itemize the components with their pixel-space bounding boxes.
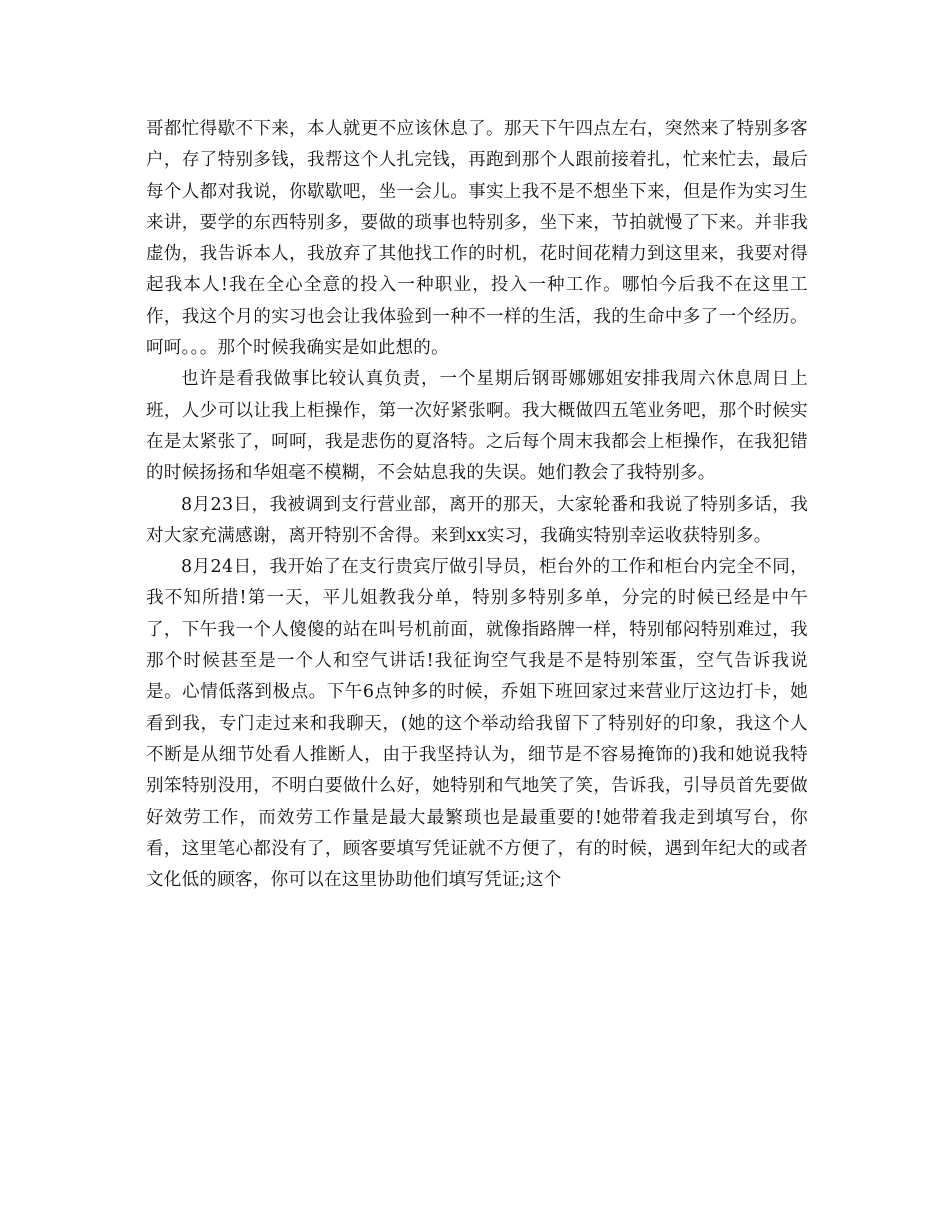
- paragraph-4: 8月24日，我开始了在支行贵宾厅做引导员，柜台外的工作和柜台内完全不同，我不知所措!第一天，平儿姐教我分单，特别多特别多单，分完的时候已经是中午了，下午我一个人傻傻的站在叫号机前面，就像指路牌一样，特别郁闷特别难过，我那个时候甚至是一个人和空气讲话!我征询空气我是不是特别笨蛋，空气告诉我说是。心情低落到极点。下午6点钟多的时候，乔姐下班回家过来营业厅这边打卡，她看到我，专门走过来和我聊天，(她的这个举动给我留下了特别好的印象，我这个人不断是从细节处看人推断人，由于我坚持认为，细节是不容易掩饰的)我和她说我特别笨特别没用，不明白要做什么好，她特别和气地笑了笑，告诉我，引导员首先要做好效劳工作，而效劳工作量是最大最繁琐也是最重要的!她带着我走到填写台，你看，这里笔心都没有了，顾客要填写凭证就不方便了，有的时候，遇到年纪大的或者文化低的顾客，你可以在这里协助他们填写凭证;这个: [146, 557, 808, 891]
- paragraph-3: 8月23日，我被调到支行营业部，离开的那天，大家轮番和我说了特别多话，我对大家充满感谢，离开特别不舍得。来到xx实习，我确实特别幸运收获特别多。: [146, 494, 808, 546]
- document-page: [146, 114, 808, 896]
- paragraph-2: 也许是看我做事比较认真负责，一个星期后钢哥娜娜姐安排我周六休息周日上班，人少可以让我上柜操作，第一次好紧张啊。我大概做四五笔业务吧，那个时候实在是太紧张了，呵呵，我是悲伤的夏洛特。之后每个周末我都会上柜操作，在我犯错的时候扬扬和华姐毫不模糊，不会姑息我的失误。她们教会了我特别多。: [146, 369, 808, 484]
- paragraph-1: 哥都忙得歇不下来，本人就更不应该休息了。那天下午四点左右，突然来了特别多客户，存了特别多钱，我帮这个人扎完钱，再跑到那个人跟前接着扎，忙来忙去，最后每个人都对我说，你歇歇吧，坐一会儿。事实上我不是不想坐下来，但是作为实习生来讲，要学的东西特别多，要做的琐事也特别多，坐下来，节拍就慢了下来。并非我虚伪，我告诉本人，我放弃了其他找工作的时机，花时间花精力到这里来，我要对得起我本人!我在全心全意的投入一种职业，投入一种工作。哪怕今后我不在这里工作，我这个月的实习也会让我体验到一种不一样的生活，我的生命中多了一个经历。呵呵。。。那个时候我确实是如此想的。: [146, 119, 808, 359]
